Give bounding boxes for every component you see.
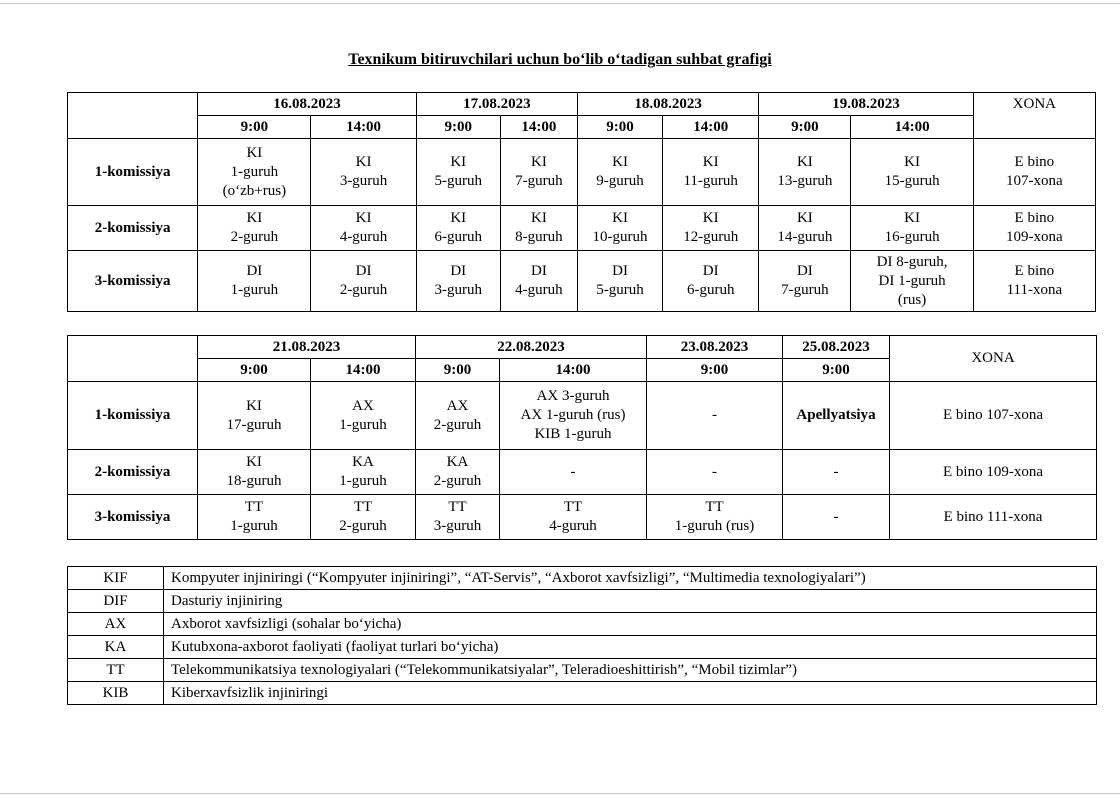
schedule-table-2 (67, 335, 1097, 540)
abbreviation-legend-table (67, 566, 1097, 705)
schedule-cell: KI 15-guruh (851, 139, 973, 206)
schedule-cell: KI 16-guruh (851, 206, 973, 251)
schedule-cell: TT 4-guruh (500, 495, 647, 540)
date-header: 22.08.2023 (416, 336, 647, 359)
schedule-cell: DI 8-guruh, DI 1-guruh (rus) (851, 251, 973, 312)
schedule-cell: KA 2-guruh (416, 450, 500, 495)
schedule-cell: DI 2-guruh (311, 251, 416, 312)
document-title: Texnikum bitiruvchilari uchun boʻlib oʻtadigan suhbat grafigi (348, 51, 772, 68)
legend-abbr: DIF (68, 590, 164, 613)
commission-label: 2-komissiya (68, 206, 198, 251)
page-top-border (0, 3, 1120, 4)
schedule-cell: KI 13-guruh (759, 139, 851, 206)
schedule-cell: KI 3-guruh (311, 139, 416, 206)
time-header: 14:00 (851, 116, 973, 139)
schedule-cell: KI 7-guruh (500, 139, 577, 206)
page-bottom-border (0, 793, 1120, 794)
legend-abbr: KIF (68, 567, 164, 590)
date-header: 19.08.2023 (759, 93, 973, 116)
schedule-cell: - (647, 450, 783, 495)
room-cell: E bino 107-xona (973, 139, 1095, 206)
table-row (68, 139, 1096, 206)
schedule-cell: KI 8-guruh (500, 206, 577, 251)
schedule-cell: KI 12-guruh (663, 206, 759, 251)
schedule-cell: DI 6-guruh (663, 251, 759, 312)
time-header: 14:00 (663, 116, 759, 139)
schedule-cell: KI 10-guruh (577, 206, 662, 251)
time-header: 9:00 (198, 116, 311, 139)
schedule-cell: KI 11-guruh (663, 139, 759, 206)
time-header: 9:00 (577, 116, 662, 139)
room-header: XONA (973, 93, 1095, 139)
schedule-cell: KA 1-guruh (311, 450, 416, 495)
legend-row (68, 682, 1097, 705)
legend-desc: Telekommunikatsiya texnologiyalari (“Telekommunikatsiyalar”, Teleradioeshittirish”, “Mobil tizimlar”) (164, 659, 1097, 682)
room-header: XONA (890, 336, 1097, 382)
schedule-cell: KI 9-guruh (577, 139, 662, 206)
legend-abbr: TT (68, 659, 164, 682)
room-cell: E bino 111-xona (890, 495, 1097, 540)
time-header: 9:00 (647, 359, 783, 382)
schedule-cell: AX 3-guruh AX 1-guruh (rus) KIB 1-guruh (500, 382, 647, 450)
schedule-cell: - (500, 450, 647, 495)
schedule-cell: DI 4-guruh (500, 251, 577, 312)
corner-cell (68, 336, 198, 382)
time-header: 9:00 (416, 116, 500, 139)
commission-label: 1-komissiya (68, 382, 198, 450)
legend-abbr: KIB (68, 682, 164, 705)
room-cell: E bino 111-xona (973, 251, 1095, 312)
table-row (68, 382, 1097, 450)
commission-label: 3-komissiya (68, 495, 198, 540)
schedule-cell: - (647, 382, 783, 450)
table-row (68, 251, 1096, 312)
legend-desc: Kutubxona-axborot faoliyati (faoliyat turlari boʻyicha) (164, 636, 1097, 659)
room-cell: E bino 107-xona (890, 382, 1097, 450)
time-header: 9:00 (416, 359, 500, 382)
corner-cell (68, 93, 198, 139)
time-header: 14:00 (311, 116, 416, 139)
legend-row (68, 567, 1097, 590)
table-row (68, 450, 1097, 495)
date-header: 16.08.2023 (198, 93, 416, 116)
schedule-cell: KI 5-guruh (416, 139, 500, 206)
schedule-cell: KI 2-guruh (198, 206, 311, 251)
schedule-cell: Apellyatsiya (783, 382, 890, 450)
schedule-cell: - (783, 450, 890, 495)
time-header: 14:00 (500, 359, 647, 382)
time-header: 9:00 (759, 116, 851, 139)
schedule-cell: KI 6-guruh (416, 206, 500, 251)
legend-desc: Dasturiy injiniring (164, 590, 1097, 613)
legend-abbr: KA (68, 636, 164, 659)
legend-row (68, 659, 1097, 682)
time-header: 14:00 (500, 116, 577, 139)
legend-abbr: AX (68, 613, 164, 636)
date-header: 17.08.2023 (416, 93, 577, 116)
schedule-cell: DI 7-guruh (759, 251, 851, 312)
table-row (68, 495, 1097, 540)
schedule-cell: TT 1-guruh (198, 495, 311, 540)
schedule-cell: KI 4-guruh (311, 206, 416, 251)
schedule-cell: DI 5-guruh (577, 251, 662, 312)
table-row (68, 206, 1096, 251)
schedule-cell: KI 1-guruh (oʻzb+rus) (198, 139, 311, 206)
legend-row (68, 636, 1097, 659)
room-cell: E bino 109-xona (890, 450, 1097, 495)
legend-desc: Kompyuter injiniringi (“Kompyuter injiniringi”, “AT-Servis”, “Axborot xavfsizligi”, “Multimedia texnologiyalari”) (164, 567, 1097, 590)
schedule-cell: KI 14-guruh (759, 206, 851, 251)
schedule-cell: AX 2-guruh (416, 382, 500, 450)
commission-label: 2-komissiya (68, 450, 198, 495)
schedule-cell: KI 18-guruh (198, 450, 311, 495)
legend-row (68, 590, 1097, 613)
date-header: 23.08.2023 (647, 336, 783, 359)
date-header: 21.08.2023 (198, 336, 416, 359)
commission-label: 3-komissiya (68, 251, 198, 312)
schedule-cell: - (783, 495, 890, 540)
room-cell: E bino 109-xona (973, 206, 1095, 251)
legend-desc: Kiberxavfsizlik injiniringi (164, 682, 1097, 705)
schedule-cell: DI 1-guruh (198, 251, 311, 312)
time-header: 9:00 (198, 359, 311, 382)
schedule-cell: TT 3-guruh (416, 495, 500, 540)
time-header: 9:00 (783, 359, 890, 382)
time-header: 14:00 (311, 359, 416, 382)
date-header: 18.08.2023 (577, 93, 758, 116)
legend-row (68, 613, 1097, 636)
schedule-cell: KI 17-guruh (198, 382, 311, 450)
schedule-cell: DI 3-guruh (416, 251, 500, 312)
schedule-table-1 (67, 92, 1096, 312)
legend-desc: Axborot xavfsizligi (sohalar boʻyicha) (164, 613, 1097, 636)
commission-label: 1-komissiya (68, 139, 198, 206)
schedule-cell: TT 1-guruh (rus) (647, 495, 783, 540)
date-header: 25.08.2023 (783, 336, 890, 359)
schedule-cell: TT 2-guruh (311, 495, 416, 540)
schedule-cell: AX 1-guruh (311, 382, 416, 450)
